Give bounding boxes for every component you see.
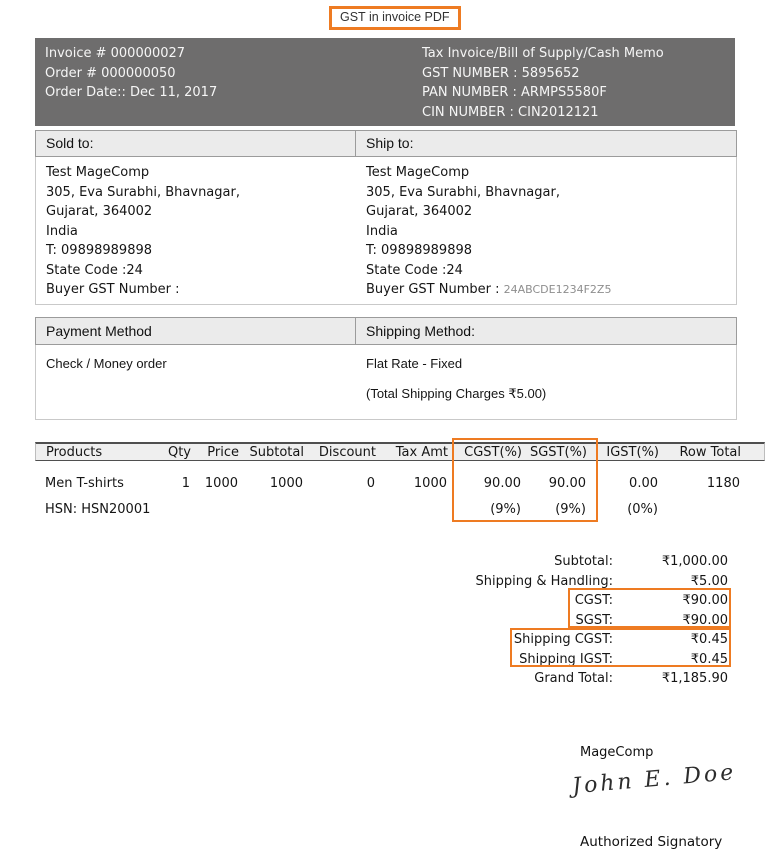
ship-to-phone: T: 09898989898 [366, 243, 473, 258]
sold-to-address [46, 163, 356, 300]
sold-to-country: India [46, 223, 78, 239]
ship-to-buyer-gst-value: 24ABCDE1234F2Z5 [503, 283, 612, 296]
product-row-total: 1180 [706, 476, 740, 491]
sold-to-name: Test MageComp [46, 165, 150, 180]
product-discount: 0 [366, 476, 375, 491]
product-hsn: HSN: HSN20001 [45, 502, 151, 517]
total-grand-total [35, 669, 730, 689]
total-subtotal [35, 552, 730, 572]
ship-to-address1: 305, Eva Surabhi, Bhavnagar, [366, 184, 560, 200]
document-type: Tax Invoice/Bill of Supply/Cash Memo [422, 46, 664, 61]
ship-to-address2: Gujarat, 364002 [366, 204, 473, 219]
ship-to-header: Ship to: [355, 130, 737, 157]
product-igst: 0.00 [629, 476, 658, 491]
total-value: ₹0.45 [690, 651, 728, 667]
total-shipping-igst [35, 650, 730, 670]
authorized-signatory-label: Authorized Signatory [580, 834, 723, 850]
table-row-hsn [35, 502, 765, 517]
pan-number: PAN NUMBER : ARMPS5580F [422, 85, 607, 101]
total-value: ₹5.00 [690, 573, 728, 589]
cin-number: CIN NUMBER : CIN2012121 [422, 104, 599, 120]
invoice-header [35, 38, 735, 126]
col-row-total: Row Total [679, 444, 741, 460]
sold-to-header: Sold to: [35, 130, 355, 157]
products-table [35, 442, 765, 517]
payment-method-value: Check / Money order [46, 356, 167, 371]
sold-to-buyer-gst-label: Buyer GST Number : [46, 282, 180, 297]
ship-to-address [366, 163, 726, 300]
payment-section-headers [35, 317, 737, 345]
col-sgst: SGST(%) [529, 444, 587, 460]
ship-to-state-code: State Code :24 [366, 262, 463, 278]
invoice-header-right [422, 44, 664, 122]
products-table-header [35, 442, 765, 461]
invoice-number: Invoice # 000000027 [45, 46, 186, 61]
product-name: Men T-shirts [45, 476, 124, 491]
product-cgst: 90.00 [483, 476, 521, 491]
totals-section [35, 552, 730, 689]
total-label: Shipping IGST: [519, 651, 613, 667]
sold-to-phone: T: 09898989898 [46, 243, 153, 258]
total-label: Shipping CGST: [513, 632, 613, 648]
address-section-headers [35, 130, 737, 157]
invoice-header-left [45, 44, 217, 103]
total-cgst [35, 591, 730, 611]
ship-to-name: Test MageComp [366, 165, 470, 180]
total-label: Shipping & Handling: [475, 573, 613, 589]
col-qty: Qty [167, 444, 191, 460]
sold-to-address1: 305, Eva Surabhi, Bhavnagar, [46, 184, 240, 200]
product-price: 1000 [204, 476, 238, 491]
sold-to-buyer-gst [46, 280, 356, 300]
product-sgst-pct: (9%) [555, 502, 586, 517]
col-products: Products [46, 444, 103, 460]
product-igst-pct: (0%) [627, 502, 658, 517]
total-shipping-cgst [35, 630, 730, 650]
total-value: ₹90.00 [682, 612, 728, 628]
shipping-charges-note: (Total Shipping Charges ₹5.00) [366, 386, 547, 401]
col-discount: Discount [318, 444, 376, 460]
total-value: ₹1,185.90 [661, 671, 728, 687]
total-value: ₹0.45 [690, 632, 728, 648]
product-cgst-pct: (9%) [490, 502, 521, 517]
product-qty: 1 [181, 476, 190, 491]
product-subtotal: 1000 [269, 476, 303, 491]
ship-to-buyer-gst-label: Buyer GST Number : [366, 282, 500, 297]
sold-to-address2: Gujarat, 364002 [46, 204, 153, 219]
shipping-method-name: Flat Rate - Fixed [366, 356, 463, 371]
payment-section-body [35, 345, 737, 420]
ship-to-country: India [366, 223, 398, 239]
ship-to-buyer-gst [366, 280, 726, 300]
sold-to-state-code: State Code :24 [46, 262, 143, 278]
col-igst: IGST(%) [606, 444, 659, 460]
col-tax-amt: Tax Amt [395, 444, 448, 460]
signature-image: John E. Doe [571, 760, 738, 800]
signature-company: MageComp [580, 745, 654, 760]
annotation-badge: GST in invoice PDF [329, 6, 461, 30]
address-section-body [35, 157, 737, 305]
total-value: ₹1,000.00 [661, 554, 728, 570]
total-sgst [35, 611, 730, 631]
shipping-method-value [366, 356, 546, 402]
product-sgst: 90.00 [548, 476, 586, 491]
col-cgst: CGST(%) [464, 444, 522, 460]
total-shipping-handling [35, 572, 730, 592]
table-row [35, 476, 765, 491]
total-label: Grand Total: [534, 671, 613, 687]
gst-number: GST NUMBER : 5895652 [422, 65, 580, 81]
payment-method-header: Payment Method [35, 317, 355, 345]
total-label: Subtotal: [554, 554, 613, 570]
order-date: Order Date:: Dec 11, 2017 [45, 85, 218, 101]
total-label: SGST: [575, 612, 613, 628]
total-label: CGST: [574, 593, 613, 609]
total-value: ₹90.00 [682, 593, 728, 609]
col-price: Price [207, 444, 239, 460]
product-tax-amt: 1000 [413, 476, 447, 491]
col-subtotal: Subtotal [249, 444, 304, 460]
shipping-method-header: Shipping Method: [355, 317, 737, 345]
order-number: Order # 000000050 [45, 65, 176, 81]
